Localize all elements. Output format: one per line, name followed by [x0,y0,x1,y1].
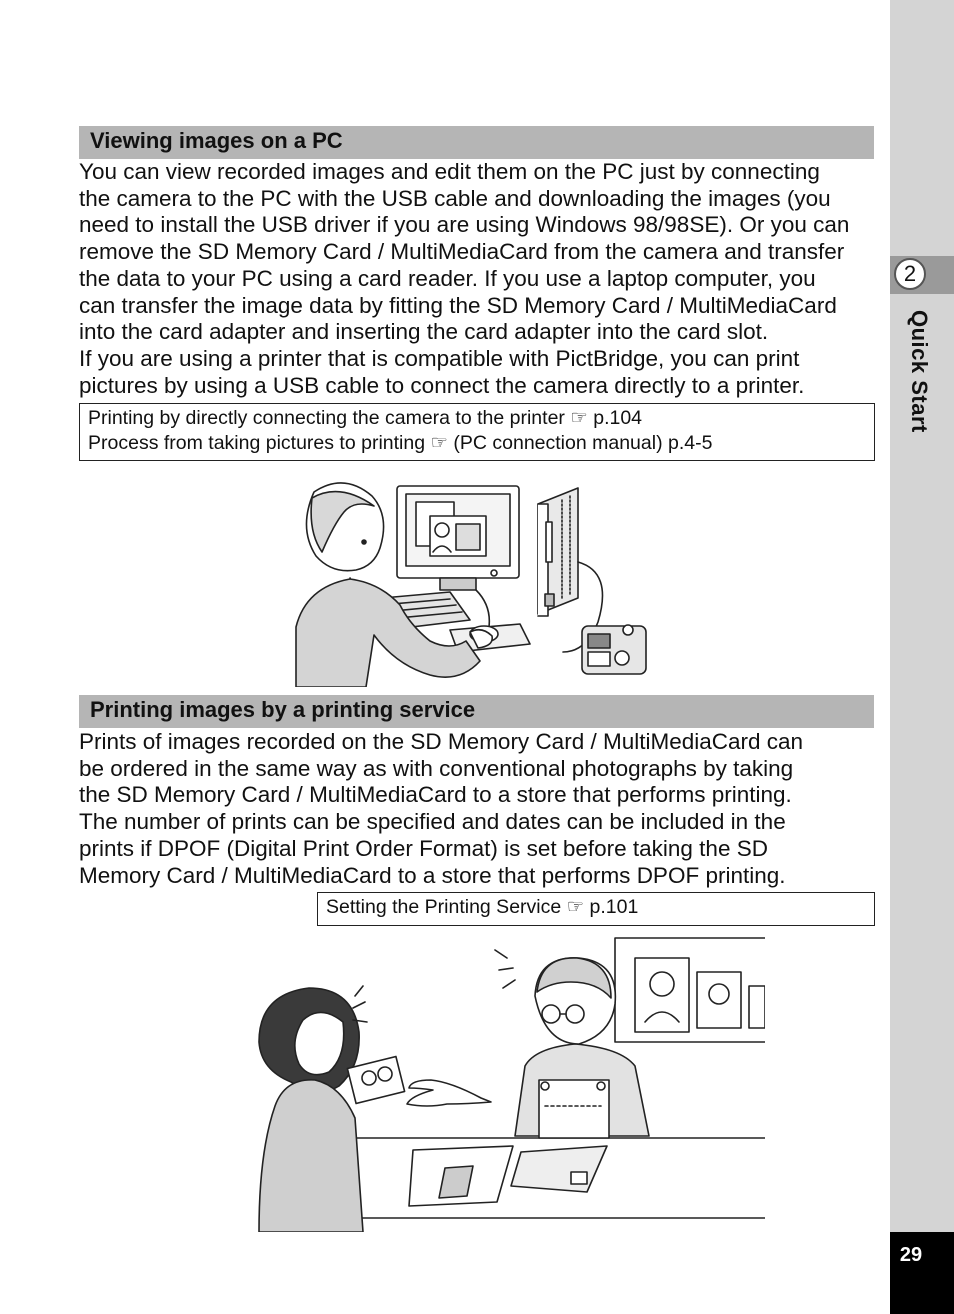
chapter-title: Quick Start [907,310,932,433]
paragraph-line: You can view recorded images and edit them on the PC just by connecting [79,159,820,184]
paragraph-line: the data to your PC using a card reader. If you use a laptop computer, you [79,265,816,291]
reference-box-printing-service [317,892,875,926]
paragraph-line: the SD Memory Card / MultiMediaCard to a store that performs printing. [79,782,792,808]
paragraph-line: Memory Card / MultiMediaCard to a store that performs DPOF printing. [79,862,786,888]
paragraph-line: need to install the USB driver if you are using Windows 98/98SE). Or you can [79,212,850,238]
pc-connection-illustration [290,482,655,687]
print-shop-illustration [245,936,765,1232]
section-paragraph-printing-service [79,729,879,889]
section-paragraph-viewing-pc [79,159,879,399]
paragraph-line: Prints of images recorded on the SD Memory Card / MultiMediaCard can [79,729,804,754]
section-heading-viewing-pc: Viewing images on a PC [79,126,874,159]
reference-link-printer[interactable]: Printing by directly connecting the camera to the printer ☞ p.104 [88,407,643,429]
paragraph-line: into the card adapter and inserting the card adapter into the card slot. [79,319,769,345]
chapter-number: 2 [894,258,926,290]
page-number: 29 [899,1244,923,1266]
paragraph-line: The number of prints can be specified and dates can be included in the [79,809,786,835]
paragraph-line: If you are using a printer that is compatible with PictBridge, you can print [79,345,800,371]
section-heading-printing-service: Printing images by a printing service [79,695,874,728]
chapter-side-tab [890,0,954,1314]
paragraph-line: pictures by using a USB cable to connect the camera directly to a printer. [79,372,805,398]
reference-box-viewing-pc [79,403,875,461]
paragraph-line: can transfer the image data by fitting the SD Memory Card / MultiMediaCard [79,292,837,318]
reference-link-printing-service[interactable]: Setting the Printing Service ☞ p.101 [326,896,639,918]
paragraph-line: prints if DPOF (Digital Print Order Format) is set before taking the SD [79,835,768,861]
paragraph-line: the camera to the PC with the USB cable and downloading the images (you [79,185,831,211]
paragraph-line: remove the SD Memory Card / MultiMediaCard from the camera and transfer [79,239,845,265]
reference-link-pc-manual[interactable]: Process from taking pictures to printing ☞ (PC connection manual) p.4-5 [88,432,713,454]
paragraph-line: be ordered in the same way as with conventional photographs by taking [79,755,794,781]
